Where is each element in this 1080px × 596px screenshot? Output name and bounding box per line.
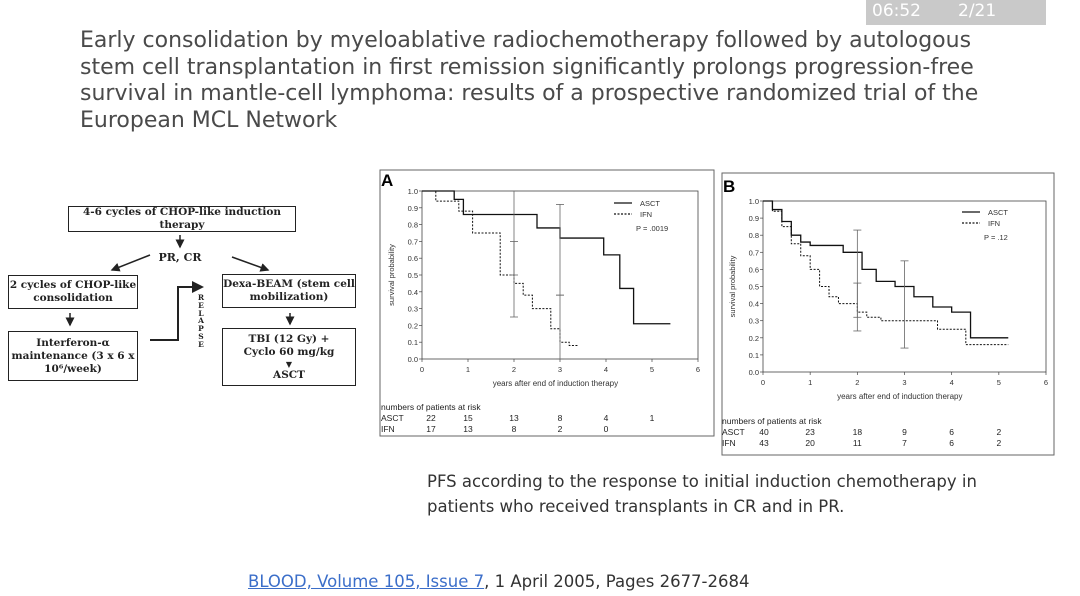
risk-table-header: numbers of patients at risk bbox=[381, 402, 481, 412]
panel-letter: B bbox=[723, 177, 736, 196]
y-tick-label: 0.7 bbox=[407, 237, 418, 247]
y-tick-label: 0.2 bbox=[407, 321, 418, 331]
x-tick-label: 5 bbox=[996, 378, 1001, 387]
risk-table-cell: 6 bbox=[949, 427, 955, 437]
risk-table-cell: 43 bbox=[759, 438, 769, 448]
citation-details: , 1 April 2005, Pages 2677-2684 bbox=[484, 572, 750, 591]
p-value-label: P = .12 bbox=[984, 233, 1008, 242]
y-tick-label: 0.4 bbox=[407, 287, 418, 297]
kaplan-meier-chart-a bbox=[378, 166, 716, 440]
page-indicator: 2/21 bbox=[958, 1, 997, 21]
x-tick-label: 1 bbox=[808, 378, 813, 387]
slide-title: Early consolidation by myeloablative radiochemotherapy followed by autologous stem cell transplantation in first remission significantly prolongs progression-free survival in mantle-cell lymphoma: results of a prospective randomized trial of the European MCL Network bbox=[80, 28, 979, 133]
y-tick-label: 0.3 bbox=[407, 304, 418, 314]
risk-table-row-label: IFN bbox=[381, 424, 395, 434]
risk-table-cell: 7 bbox=[902, 438, 907, 448]
risk-table-cell: 2 bbox=[557, 424, 563, 434]
y-tick-label: 0.0 bbox=[748, 368, 759, 377]
risk-table-cell: 17 bbox=[426, 424, 436, 434]
y-tick-label: 0.5 bbox=[748, 282, 759, 292]
survival-curve-ifn bbox=[763, 201, 1008, 345]
down-arrow-icon: ▼ bbox=[285, 358, 293, 369]
risk-table-cell: 4 bbox=[603, 413, 609, 423]
survival-curve-asct bbox=[763, 201, 1008, 338]
x-tick-label: 3 bbox=[557, 365, 563, 374]
risk-table-cell: 1 bbox=[649, 413, 655, 423]
y-tick-label: 0.8 bbox=[748, 231, 759, 241]
legend-label-ifn: IFN bbox=[988, 219, 1001, 228]
risk-table-cell: 18 bbox=[852, 427, 863, 437]
panel-frame bbox=[380, 170, 714, 436]
p-value-label: P = .0019 bbox=[636, 224, 669, 233]
risk-table-cell: 6 bbox=[949, 438, 955, 448]
x-tick-label: 5 bbox=[649, 365, 655, 374]
y-axis-label: survival probability bbox=[728, 255, 737, 318]
risk-table-row-label: ASCT bbox=[381, 413, 404, 423]
arrow-to-consolidation bbox=[112, 255, 150, 270]
risk-table-cell: 15 bbox=[463, 413, 473, 423]
arrow-to-mobilization bbox=[232, 257, 268, 270]
asct-label: ASCT bbox=[273, 368, 305, 381]
time-display: 06:52 bbox=[872, 1, 921, 21]
risk-table-row-label: ASCT bbox=[722, 427, 745, 437]
legend-label-asct: ASCT bbox=[988, 208, 1009, 217]
risk-table-cell: 40 bbox=[759, 427, 769, 437]
y-tick-label: 0.6 bbox=[407, 254, 418, 264]
maintenance-label: Interferon-α maintenance (3 x 6 x 10⁶/week) bbox=[11, 336, 135, 375]
mobilization-label: Dexa-BEAM (stem cell mobilization) bbox=[223, 278, 355, 303]
slide-counter-bar bbox=[866, 0, 1046, 25]
y-axis-label: survival probability bbox=[387, 244, 396, 306]
y-tick-label: 0.0 bbox=[407, 355, 418, 364]
relapse-label: RELAPSE bbox=[197, 293, 205, 349]
x-tick-label: 0 bbox=[419, 365, 425, 374]
risk-table-row-label: IFN bbox=[722, 438, 736, 448]
risk-table-cell: 13 bbox=[509, 413, 519, 423]
x-axis-label: years after end of induction therapy bbox=[492, 379, 619, 388]
induction-label: 4-6 cycles of CHOP-like induction therapy bbox=[82, 206, 282, 231]
kaplan-meier-chart-b bbox=[720, 171, 1056, 457]
x-tick-label: 4 bbox=[603, 365, 609, 374]
y-tick-label: 0.8 bbox=[407, 220, 418, 230]
response-label: PR, CR bbox=[158, 251, 202, 264]
y-tick-label: 0.3 bbox=[748, 316, 759, 326]
x-tick-label: 1 bbox=[465, 365, 471, 374]
risk-table-cell: 0 bbox=[603, 424, 609, 434]
risk-table-cell: 23 bbox=[805, 427, 815, 437]
y-tick-label: 0.6 bbox=[748, 265, 759, 275]
y-tick-label: 0.1 bbox=[407, 338, 418, 348]
y-tick-label: 0.7 bbox=[748, 248, 759, 258]
x-axis-label: years after end of induction therapy bbox=[837, 392, 963, 401]
legend-label-ifn: IFN bbox=[640, 210, 653, 219]
x-tick-label: 6 bbox=[695, 365, 701, 374]
x-tick-label: 0 bbox=[760, 378, 766, 387]
x-tick-label: 2 bbox=[855, 378, 860, 387]
risk-table-cell: 2 bbox=[996, 438, 1002, 448]
relapse-arrow bbox=[150, 287, 202, 340]
risk-table-cell: 13 bbox=[463, 424, 473, 434]
y-tick-label: 0.9 bbox=[407, 203, 418, 213]
figure-caption: PFS according to the response to initial induction chemotherapy in patients who received transplants in CR and in PR. bbox=[427, 472, 977, 516]
y-tick-label: 1.0 bbox=[407, 187, 418, 196]
x-tick-label: 4 bbox=[949, 378, 954, 387]
tbi-label: TBI (12 Gy) + Cyclo 60 mg/kg bbox=[243, 332, 335, 358]
risk-table-cell: 22 bbox=[426, 413, 436, 423]
y-tick-label: 0.1 bbox=[748, 350, 759, 360]
legend-label-asct: ASCT bbox=[640, 199, 661, 208]
y-tick-label: 1.0 bbox=[748, 197, 759, 206]
y-tick-label: 0.2 bbox=[748, 333, 759, 343]
risk-table-cell: 20 bbox=[805, 438, 815, 448]
y-tick-label: 0.9 bbox=[748, 214, 759, 224]
y-tick-label: 0.5 bbox=[407, 271, 418, 280]
panel-letter: A bbox=[381, 171, 394, 190]
x-tick-label: 3 bbox=[902, 378, 907, 387]
citation bbox=[248, 572, 750, 591]
risk-table-cell: 8 bbox=[557, 413, 563, 423]
risk-table-cell: 2 bbox=[996, 427, 1002, 437]
risk-table-cell: 8 bbox=[511, 424, 517, 434]
x-tick-label: 2 bbox=[511, 365, 517, 374]
citation-link[interactable]: BLOOD, Volume 105, Issue 7 bbox=[248, 572, 485, 591]
consolidation-label: 2 cycles of CHOP-like consolidation bbox=[9, 279, 137, 304]
risk-table-cell: 9 bbox=[902, 427, 907, 437]
y-tick-label: 0.4 bbox=[748, 299, 759, 309]
flowchart-arrows bbox=[0, 225, 370, 425]
x-tick-label: 6 bbox=[1043, 378, 1049, 387]
risk-table-header: numbers of patients at risk bbox=[722, 416, 822, 426]
risk-table-cell: 11 bbox=[852, 438, 862, 448]
